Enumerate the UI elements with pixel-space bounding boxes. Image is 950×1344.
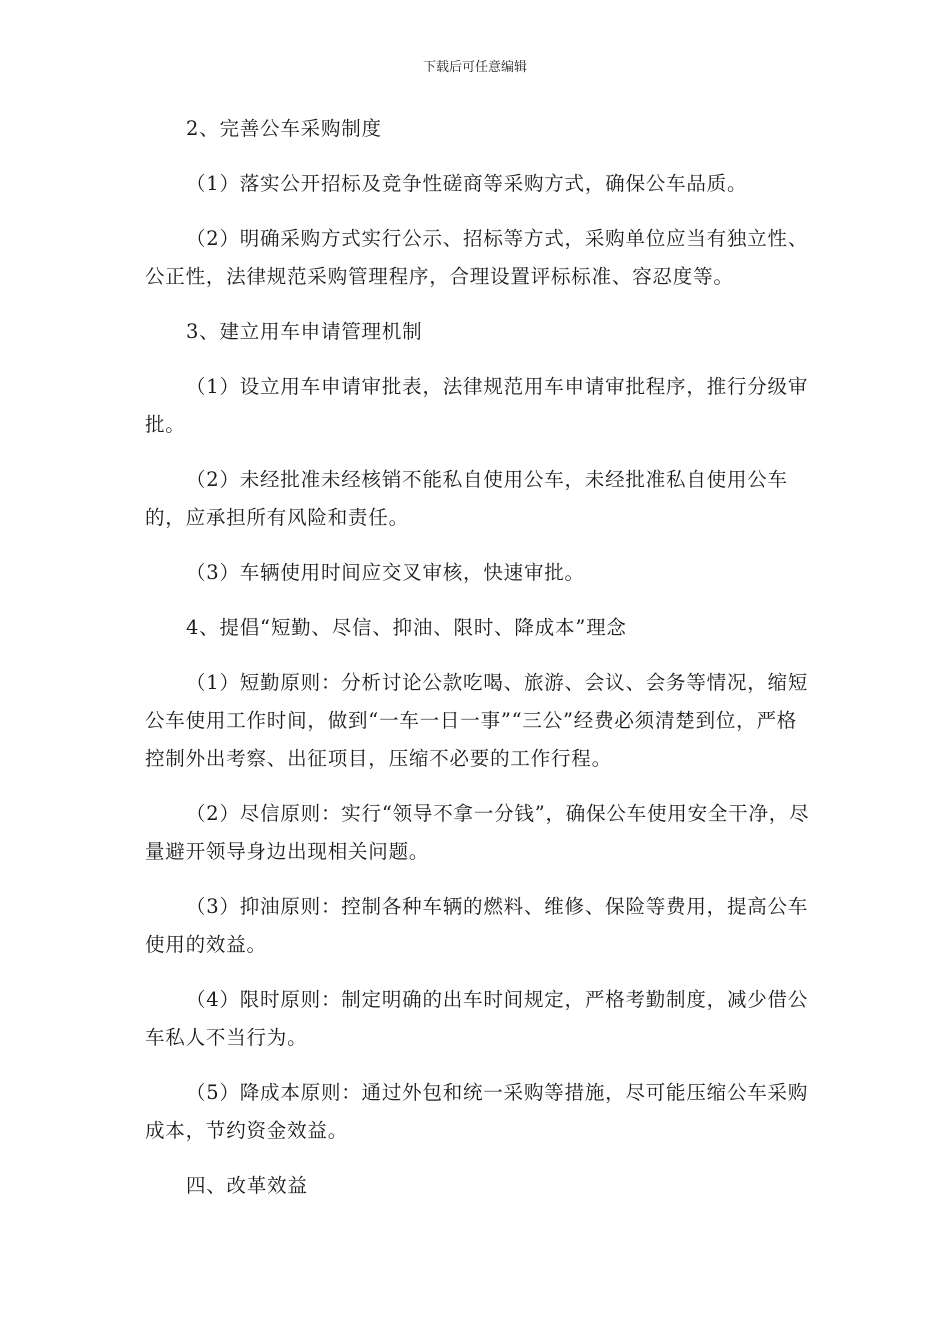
paragraph-2-1: （1）落实公开招标及竞争性磋商等采购方式，确保公车品质。: [185, 172, 748, 195]
section-heading-4: 4、提倡“短勤、尽信、抑油、限时、降成本”理念: [185, 616, 627, 639]
paragraph-2-2: （2）明确采购方式实行公示、招标等方式，采购单位应当有独立性、公正性，法律规范采购管理程序，合理设置评标标准、容忍度等。: [145, 227, 809, 288]
section-heading-four: 四、改革效益: [185, 1174, 308, 1197]
document-body: [145, 110, 815, 1205]
paragraph-3-3: （3）车辆使用时间应交叉审核，快速审批。: [185, 561, 585, 584]
paragraph-3-1: （1）设立用车申请审批表，法律规范用车申请审批程序，推行分级审批。: [145, 375, 809, 436]
paragraph-4-2: （2）尽信原则：实行“领导不拿一分钱”，确保公车使用安全干净，尽量避开领导身边出现相关问题。: [145, 802, 810, 863]
section-heading-2: 2、完善公车采购制度: [185, 117, 382, 140]
paragraph-4-5: （5）降成本原则：通过外包和统一采购等措施，尽可能压缩公车采购成本，节约资金效益。: [145, 1081, 809, 1142]
paragraph-4-4: （4）限时原则：制定明确的出车时间规定，严格考勤制度，减少借公车私人不当行为。: [145, 988, 809, 1049]
section-heading-3: 3、建立用车申请管理机制: [185, 320, 423, 343]
paragraph-4-1: （1）短勤原则：分析讨论公款吃喝、旅游、会议、会务等情况，缩短公车使用工作时间，做到“一车一日一事”“三公”经费必须清楚到位，严格控制外出考察、出征项目，压缩不必要的工作行程。: [145, 671, 809, 770]
page-header-note: 下载后可任意编辑: [422, 60, 527, 75]
paragraph-3-2: （2）未经批准未经核销不能私自使用公车，未经批准私自使用公车的，应承担所有风险和责任。: [145, 468, 788, 529]
paragraph-4-3: （3）抑油原则：控制各种车辆的燃料、维修、保险等费用，提高公车使用的效益。: [145, 895, 809, 956]
